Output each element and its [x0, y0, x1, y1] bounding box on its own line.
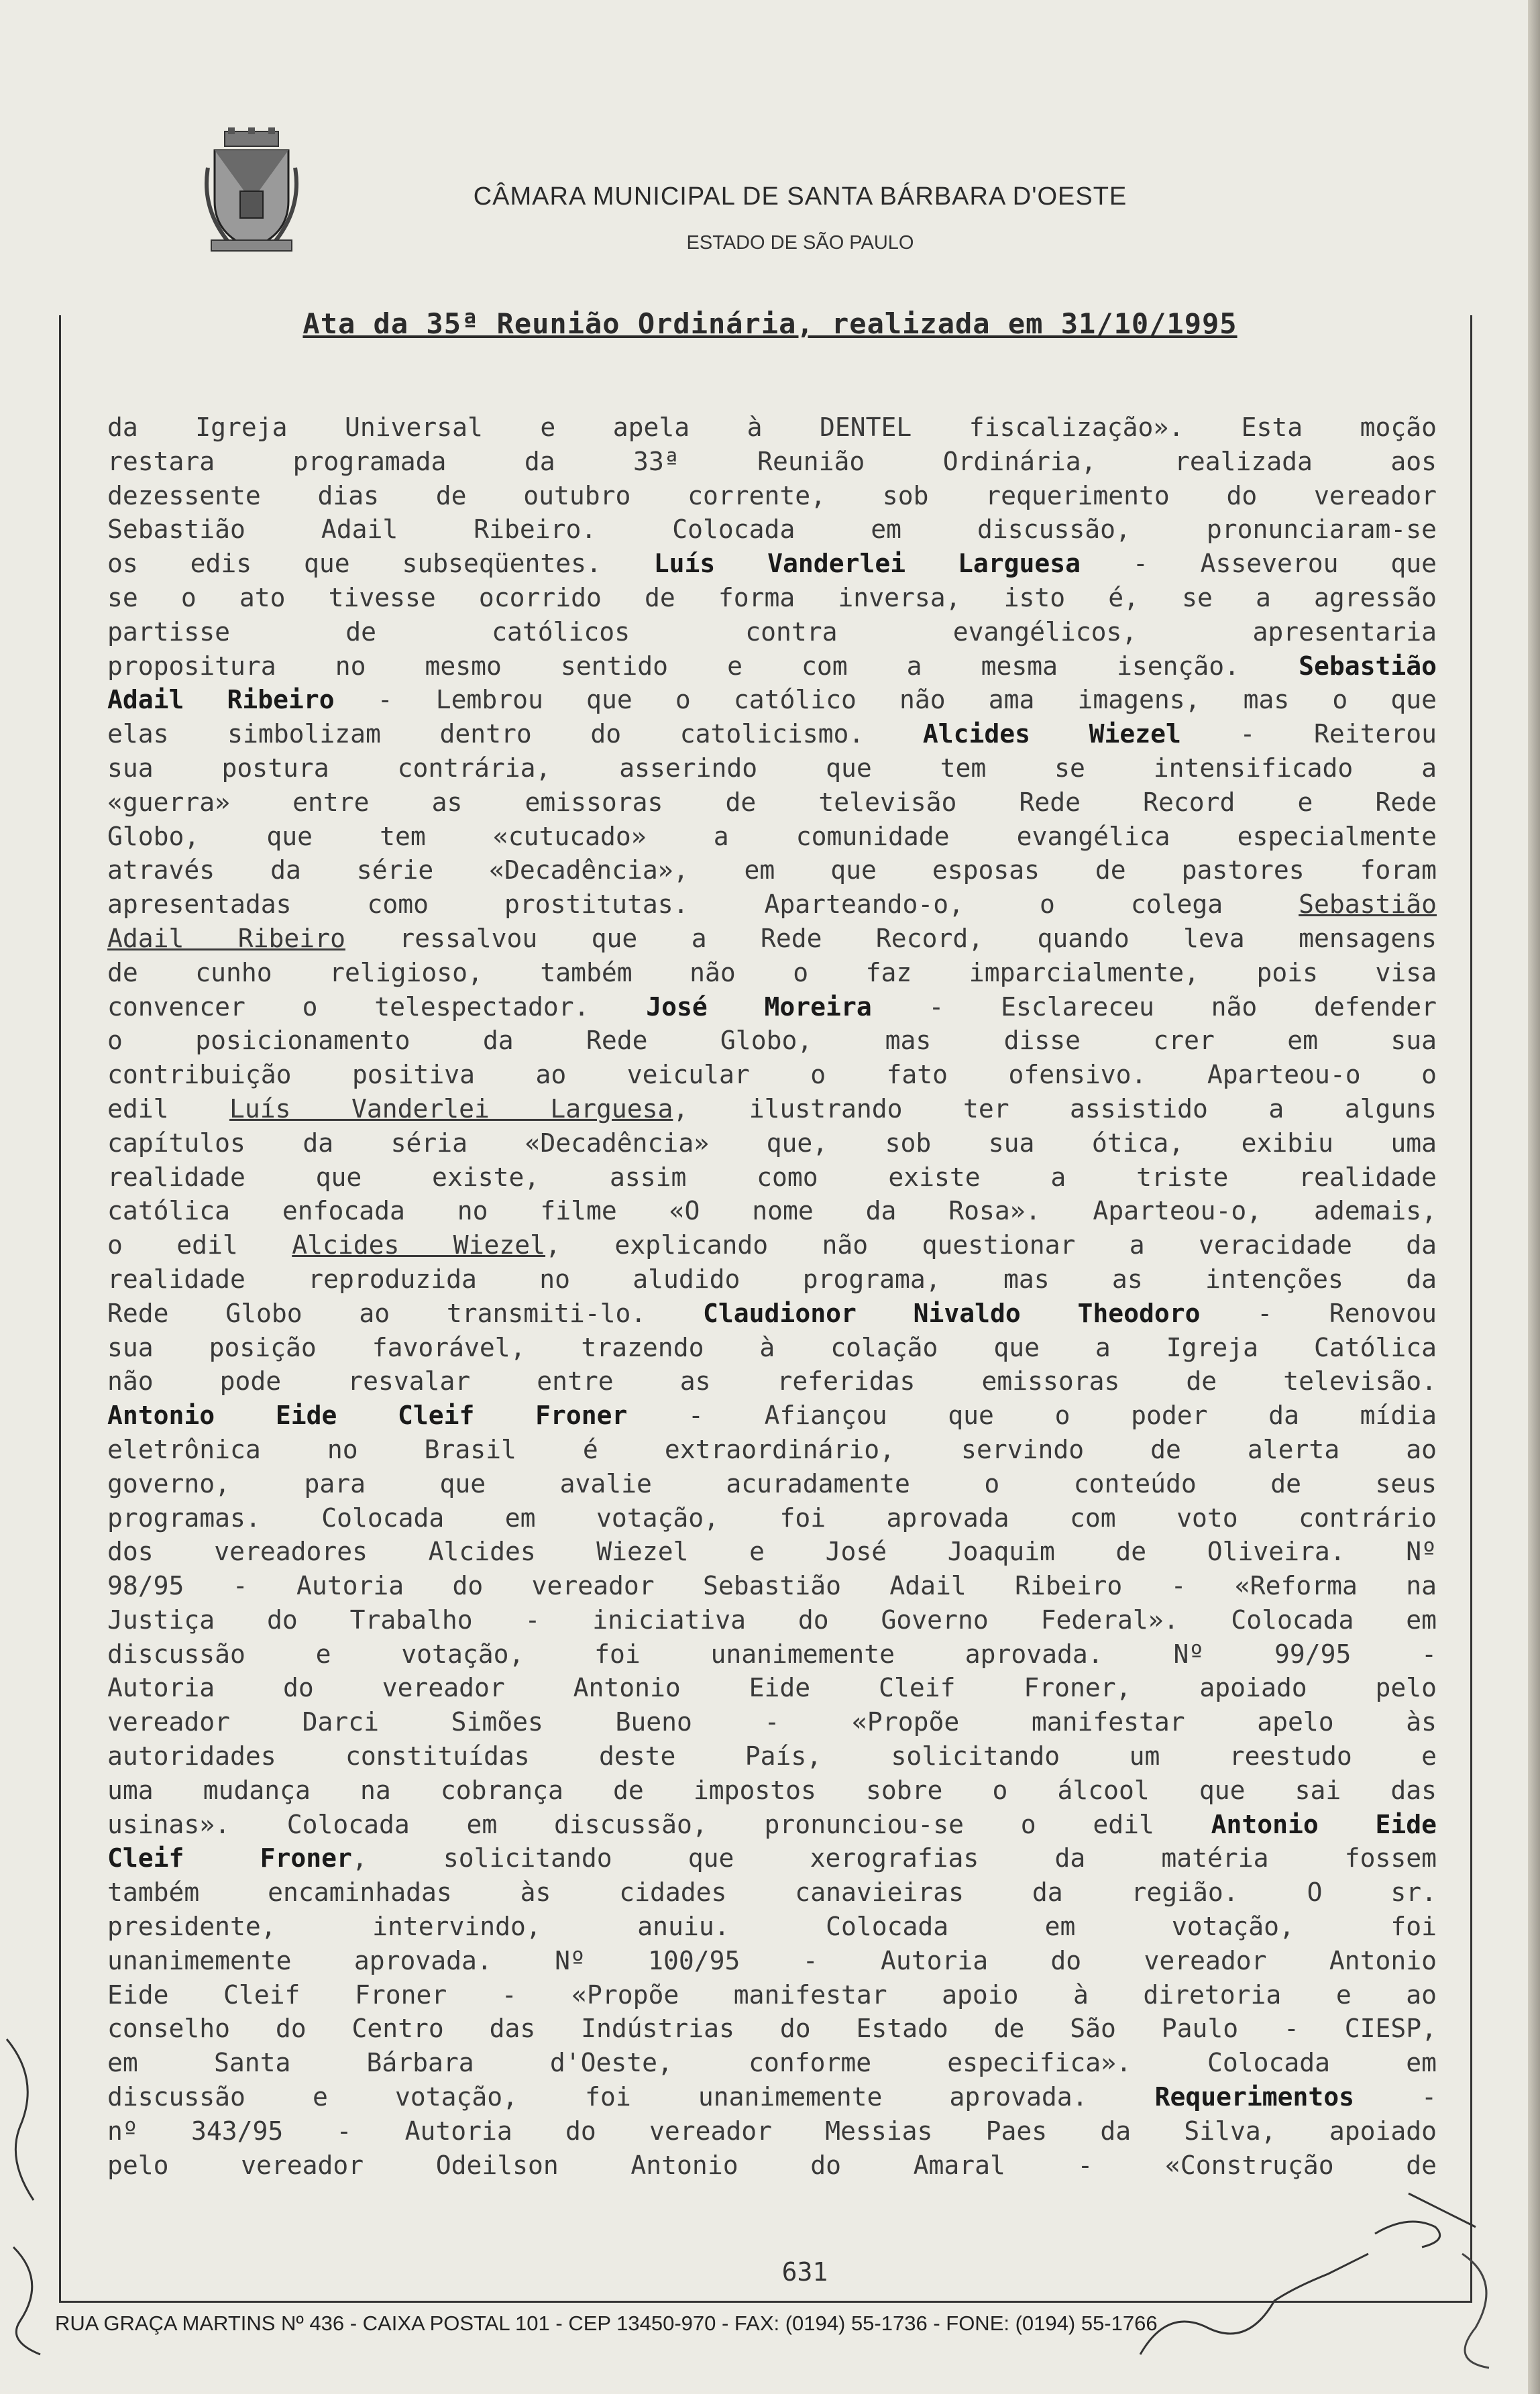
text-segment: , ilustrando ter assistido a alguns	[673, 1093, 1437, 1124]
text-line	[107, 785, 1437, 820]
text-line	[107, 411, 1437, 445]
text-segment: propositura no mesmo sentido e com a mesma isenção.	[107, 651, 1299, 681]
text-segment: os edis que subseqüentes.	[107, 549, 654, 579]
text-line	[107, 1126, 1437, 1160]
text-segment: 98/95 - Autoria do vereador Sebastião Adail Ribeiro - «Reforma na	[107, 1571, 1437, 1601]
text-segment: sua postura contrária, asserindo que tem se intensificado a	[107, 753, 1437, 783]
text-segment: - Afiançou que o poder da mídia	[627, 1401, 1437, 1431]
underlined-name: Sebastião	[1299, 889, 1437, 920]
text-line	[107, 1297, 1437, 1331]
margin-initials-icon	[0, 2026, 60, 2361]
text-segment: edil	[107, 1093, 229, 1124]
text-segment: apresentadas como prostitutas. Aparteando-o, o colega	[107, 889, 1299, 920]
speaker-name: Alcides Wiezel	[922, 719, 1181, 749]
text-segment: - Renovou	[1200, 1298, 1437, 1328]
text-line	[107, 1433, 1437, 1467]
text-segment: Eide Cleif Froner - «Propõe manifestar apoio à diretoria e ao	[107, 1979, 1437, 2010]
text-line	[107, 615, 1437, 649]
text-line	[107, 922, 1437, 956]
text-segment: governo, para que avalie acuradamente o conteúdo de seus	[107, 1468, 1437, 1499]
footer-address: RUA GRAÇA MARTINS Nº 436 - CAIXA POSTAL 101 - CEP 13450-970 - FAX: (0194) 55-1736 - FONE: (0194) 55-1766	[55, 2311, 1158, 2335]
text-segment: dezessente dias de outubro corrente, sob requerimento do vereador	[107, 480, 1437, 510]
text-segment: discussão e votação, foi unanimemente aprovada. Nº 99/95 -	[107, 1639, 1437, 1669]
text-line	[107, 1808, 1437, 1842]
speaker-name: Requerimentos	[1154, 2082, 1354, 2112]
underlined-name: Alcides Wiezel	[292, 1230, 546, 1260]
text-segment: partisse de católicos contra evangélicos, apresentaria	[107, 616, 1437, 647]
speaker-name: Antonio Eide Cleif Froner	[107, 1401, 628, 1431]
text-segment: - Reiterou	[1180, 719, 1437, 749]
text-line	[107, 853, 1437, 887]
text-line	[107, 1978, 1437, 2012]
text-line	[107, 956, 1437, 990]
text-line	[107, 1569, 1437, 1603]
frame-bottom-rule	[59, 2301, 1472, 2303]
text-line	[107, 1467, 1437, 1501]
text-segment: «guerra» entre as emissoras de televisão Rede Record e Rede	[107, 787, 1437, 817]
text-line	[107, 990, 1437, 1024]
speaker-name: Adail Ribeiro	[107, 685, 335, 715]
state-name: ESTADO DE SÃO PAULO	[686, 232, 914, 254]
text-segment: uma mudança na cobrança de impostos sobre o álcool que sai das	[107, 1775, 1437, 1805]
text-segment: se o ato tivesse ocorrido de forma inversa, isto é, se a agressão	[107, 582, 1437, 612]
text-segment: da Igreja Universal e apela à DENTEL fiscalização». Esta moção	[107, 413, 1437, 442]
text-segment: em Santa Bárbara d'Oeste, conforme especifica». Colocada em	[107, 2048, 1437, 2078]
text-line	[107, 1228, 1437, 1262]
text-segment: pelo vereador Odeilson Antonio do Amaral - «Construção de	[107, 2150, 1437, 2180]
text-segment: ressalvou que a Rede Record, quando leva mensagens	[345, 923, 1437, 953]
text-line	[107, 1875, 1437, 1910]
text-segment: conselho do Centro das Indústrias do Estado de São Paulo - CIESP,	[107, 2014, 1437, 2044]
text-line	[107, 547, 1437, 581]
text-line	[107, 1603, 1437, 1637]
text-line	[107, 1637, 1437, 1672]
speaker-name: Claudionor Nivaldo Theodoro	[703, 1298, 1201, 1328]
text-segment: restara programada da 33ª Reunião Ordinária, realizada aos	[107, 446, 1437, 476]
text-segment: o edil	[107, 1230, 292, 1260]
text-line	[107, 1910, 1437, 1944]
text-line	[107, 717, 1437, 751]
speaker-name: Sebastião	[1299, 651, 1437, 681]
text-segment: -	[1354, 2082, 1437, 2112]
text-line	[107, 512, 1437, 547]
text-segment: Sebastião Adail Ribeiro. Colocada em discussão, pronunciaram-se	[107, 514, 1437, 545]
text-segment: Rede Globo ao transmiti-lo.	[107, 1298, 704, 1328]
text-line	[107, 1058, 1437, 1092]
text-line	[107, 1501, 1437, 1535]
text-line	[107, 1774, 1437, 1808]
text-segment: - Lembrou que o católico não ama imagens, mas o que	[334, 685, 1437, 715]
text-segment: nº 343/95 - Autoria do vereador Messias Paes da Silva, apoiado	[107, 2116, 1437, 2146]
text-segment: realidade reproduzida no aludido programa, mas as intenções da	[107, 1264, 1437, 1294]
text-line	[107, 820, 1437, 854]
text-segment: dos vereadores Alcides Wiezel e José Joaquim de Oliveira. Nº	[107, 1537, 1437, 1567]
text-line	[107, 649, 1437, 684]
text-line	[107, 1194, 1437, 1228]
text-segment: - Asseverou que	[1080, 549, 1437, 579]
text-segment: Justiça do Trabalho - iniciativa do Governo Federal». Colocada em	[107, 1604, 1437, 1635]
text-segment: autoridades constituídas deste País, solicitando um reestudo e	[107, 1741, 1437, 1772]
text-line	[107, 2012, 1437, 2046]
text-segment: usinas». Colocada em discussão, pronunciou-se o edil	[107, 1809, 1211, 1839]
text-line	[107, 581, 1437, 615]
text-line	[107, 2148, 1437, 2183]
text-line	[107, 1399, 1437, 1433]
text-segment: também encaminhadas às cidades canavieiras da região. O sr.	[107, 1878, 1437, 1908]
text-line	[107, 1092, 1437, 1126]
text-line	[107, 1841, 1437, 1875]
text-segment: , explicando não questionar a veracidade da	[545, 1230, 1437, 1260]
text-segment: de cunho religioso, também não o faz imparcialmente, pois visa	[107, 957, 1437, 987]
text-line	[107, 2046, 1437, 2080]
text-line	[107, 1705, 1437, 1739]
text-segment: não pode resvalar entre as referidas emissoras de televisão.	[107, 1366, 1437, 1397]
text-line	[107, 887, 1437, 922]
text-segment: através da série «Decadência», em que esposas de pastores foram	[107, 855, 1437, 885]
speaker-name: José Moreira	[646, 991, 872, 1022]
text-line	[107, 1944, 1437, 1978]
text-segment: capítulos da séria «Decadência» que, sob sua ótica, exibiu uma	[107, 1128, 1437, 1158]
text-line	[107, 445, 1437, 479]
text-line	[107, 1262, 1437, 1297]
text-line	[107, 683, 1437, 717]
text-segment: - Esclareceu não defender	[871, 991, 1437, 1022]
page-edge-shadow	[1528, 0, 1540, 2394]
text-line	[107, 1364, 1437, 1399]
text-segment: católica enfocada no filme «O nome da Rosa». Aparteou-o, ademais,	[107, 1196, 1437, 1226]
text-segment: Autoria do vereador Antonio Eide Cleif Froner, apoiado pelo	[107, 1673, 1437, 1703]
text-segment: realidade que existe, assim como existe a triste realidade	[107, 1162, 1437, 1192]
text-segment: discussão e votação, foi unanimemente aprovada.	[107, 2082, 1155, 2112]
text-line	[107, 1331, 1437, 1365]
text-segment: , solicitando que xerografias da matéria fossem	[351, 1843, 1437, 1873]
text-segment: presidente, intervindo, anuiu. Colocada em votação, foi	[107, 1912, 1437, 1942]
text-segment: vereador Darci Simões Bueno - «Propõe manifestar apelo às	[107, 1707, 1437, 1737]
text-line	[107, 1739, 1437, 1774]
page-number: 631	[781, 2257, 828, 2287]
text-line	[107, 2114, 1437, 2148]
text-segment: convencer o telespectador.	[107, 991, 647, 1022]
text-line	[107, 1671, 1437, 1705]
institution-name: CÂMARA MUNICIPAL DE SANTA BÁRBARA D'OESTE	[473, 182, 1128, 211]
text-segment: unanimemente aprovada. Nº 100/95 - Autoria do vereador Antonio	[107, 1945, 1437, 1975]
minutes-title: Ata da 35ª Reunião Ordinária, realizada em 31/10/1995	[302, 307, 1238, 340]
text-line	[107, 1160, 1437, 1195]
speaker-name: Luís Vanderlei Larguesa	[653, 549, 1081, 579]
text-segment: eletrônica no Brasil é extraordinário, servindo de alerta ao	[107, 1434, 1437, 1464]
frame-right-rule	[1470, 315, 1472, 2301]
minutes-body	[107, 411, 1437, 2182]
text-line	[107, 479, 1437, 513]
frame-left-rule	[59, 315, 61, 2301]
speaker-name: Cleif Froner	[107, 1843, 352, 1873]
text-segment: Globo, que tem «cutucado» a comunidade evangélica especialmente	[107, 821, 1437, 851]
text-line	[107, 2080, 1437, 2114]
text-segment: programas. Colocada em votação, foi aprovada com voto contrário	[107, 1503, 1437, 1533]
underlined-name: Adail Ribeiro	[107, 923, 345, 953]
text-segment: sua posição favorável, trazendo à colação que a Igreja Católica	[107, 1332, 1437, 1362]
text-segment: o posicionamento da Rede Globo, mas disse crer em sua	[107, 1026, 1437, 1056]
speaker-name: Antonio Eide	[1211, 1809, 1437, 1839]
text-line	[107, 1024, 1437, 1058]
signature-icon	[1127, 2173, 1502, 2375]
text-segment: elas simbolizam dentro do catolicismo.	[107, 719, 923, 749]
text-segment: contribuição positiva ao veicular o fato ofensivo. Aparteou-o o	[107, 1060, 1437, 1090]
text-line	[107, 751, 1437, 785]
text-line	[107, 1535, 1437, 1569]
underlined-name: Luís Vanderlei Larguesa	[229, 1093, 673, 1124]
